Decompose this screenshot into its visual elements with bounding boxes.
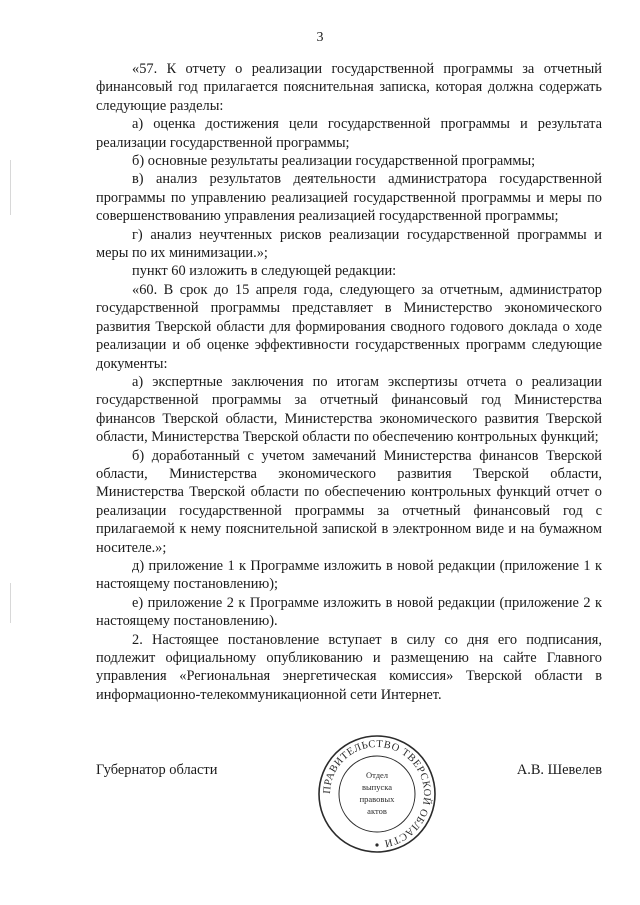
official-seal-stamp [316, 733, 438, 855]
paragraph: е) приложение 2 к Программе изложить в новой редакции (приложение 2 к настоящему постановлению). [96, 594, 602, 630]
paragraph: д) приложение 1 к Программе изложить в новой редакции (приложение 1 к настоящему постановлению); [96, 557, 602, 593]
paragraph: б) основные результаты реализации государственной программы; [132, 153, 536, 170]
paragraph: 2. Настоящее постановление вступает в силу со дня его подписания, подлежит официальному опубликованию и размещению на сайте Главного управления «Региональная энергетическая комиссия» Тверской области в информационно-телекоммуникационной сети Интернет. [96, 631, 602, 703]
page-number: 3 [316, 30, 324, 45]
scan-edge-mark [10, 583, 11, 623]
paragraph: пункт 60 изложить в следующей редакции: [132, 263, 397, 280]
paragraph: а) оценка достижения цели государственной программы и результата реализации государственной программы; [96, 116, 602, 151]
paragraph: б) доработанный с учетом замечаний Министерства финансов Тверской области, Министерства экономического развития Тверской области, Министерства Тверской области по обеспечению контрольных функций отчет о реализации государственной программы за отчетный финансовый год с прилагаемой к нему пояснительной запиской в электронном виде и на бумажном носителе.»; [96, 447, 602, 556]
paragraph: «60. В срок до 15 апреля года, следующего за отчетным, администратор государственной программы представляет в Министерство экономического развития Тверской области для формирования сводного годового доклада о ходе реализации и об оценке эффективности государственных программ следующие документы: [96, 281, 602, 372]
scan-edge-mark [10, 160, 11, 215]
seal-center-line: актов [367, 806, 387, 816]
seal-center-line: Отдел [365, 770, 389, 780]
paragraph: «57. К отчету о реализации государственной программы за отчетный финансовый год прилагается пояснительная записка, которая должна содержать следующие разделы: [96, 61, 602, 114]
document-body [96, 60, 602, 704]
seal-center-line: выпуска [361, 782, 393, 792]
paragraph: г) анализ неучтенных рисков реализации государственной программы и меры по их минимизации.»; [96, 226, 602, 262]
signer-name: А.В. Шевелев [516, 762, 602, 778]
seal-ring-text: ПРАВИТЕЛЬСТВО ТВЕРСКОЙ ОБЛАСТИ [321, 738, 433, 849]
paragraph: в) анализ результатов деятельности администратора государственной программы по управлению реализацией государственной программы и меры по совершенствованию управления реализацией государственной программы; [96, 171, 602, 225]
seal-center-line: правовых [359, 794, 395, 804]
paragraph: а) экспертные заключения по итогам экспертизы отчета о реализации государственной программы за отчетный финансовый год Министерства финансов Тверской области, Министерства экономического развития Тверской области, Министерства Тверской области по обеспечению контрольных функций; [96, 373, 602, 446]
signer-title: Губернатор области [96, 762, 218, 778]
seal-star-dot [375, 843, 378, 846]
